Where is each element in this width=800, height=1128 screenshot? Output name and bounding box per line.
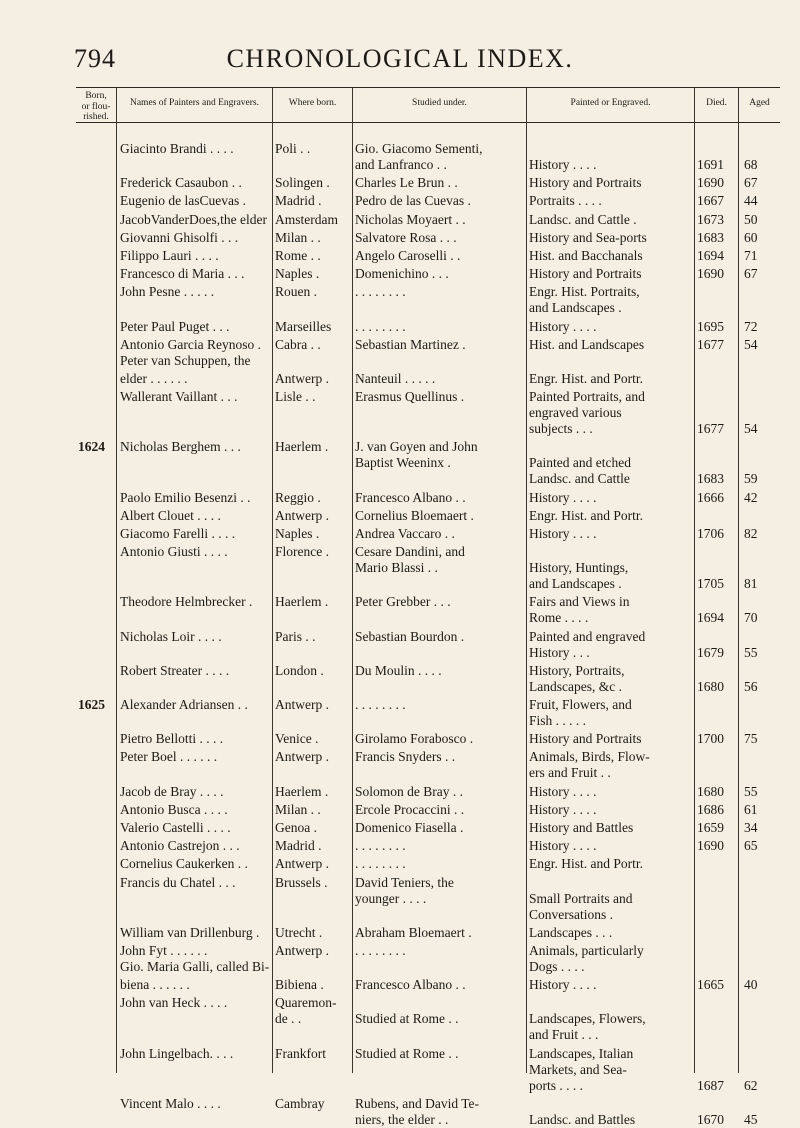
birthplace: Antwerp . bbox=[275, 371, 329, 386]
master: Domenico Fiasella . bbox=[355, 820, 464, 835]
column-divider bbox=[352, 88, 353, 1073]
age: 42 bbox=[744, 489, 758, 505]
died-year: 1683 bbox=[697, 229, 724, 245]
master: Domenichino . . . bbox=[355, 266, 449, 282]
died-year: 1680 bbox=[697, 678, 724, 694]
birthplace: Solingen . bbox=[275, 175, 330, 191]
page-number: 794 bbox=[74, 44, 116, 73]
master: Angelo Caroselli . . bbox=[355, 248, 461, 263]
birthplace: Frankfort bbox=[275, 1045, 326, 1061]
died-year: 1694 bbox=[697, 610, 724, 626]
column-divider bbox=[272, 88, 273, 1073]
master: Nanteuil . . . . . bbox=[355, 371, 436, 386]
master: Solomon de Bray . . bbox=[355, 783, 463, 799]
birthplace: Antwerp . bbox=[275, 943, 329, 958]
subjects: History . . . . bbox=[529, 801, 597, 817]
birthplace: Madrid . bbox=[275, 193, 322, 209]
column-divider bbox=[738, 88, 739, 1073]
age: 55 bbox=[744, 644, 758, 660]
subjects: History and Portraits bbox=[529, 266, 642, 282]
birthplace: Milan . . bbox=[275, 229, 321, 245]
age: 67 bbox=[744, 175, 758, 191]
subjects: Landscapes, Flowers, and Fruit . . . bbox=[529, 1011, 646, 1043]
age: 55 bbox=[744, 783, 758, 799]
birthplace: Utrecht . bbox=[275, 924, 323, 940]
died-year: 1680 bbox=[697, 783, 724, 799]
died-year: 1677 bbox=[697, 336, 724, 352]
died-year: 1706 bbox=[697, 526, 724, 541]
master: Cesare Dandini, and Mario Blassi . . bbox=[355, 544, 465, 576]
subjects: History, Portraits, Landscapes, &c . bbox=[529, 662, 625, 694]
master: . . . . . . . . bbox=[355, 838, 406, 854]
painter-name: Paolo Emilio Besenzi . . bbox=[120, 489, 251, 505]
painter-name: Albert Clouet . . . . bbox=[120, 507, 221, 523]
painter-name: Alexander Adriansen . . bbox=[120, 697, 248, 712]
died-year: 1690 bbox=[697, 175, 724, 191]
birthplace: Brussels . bbox=[275, 874, 328, 890]
painter-name: Nicholas Berghem . . . bbox=[120, 439, 241, 455]
painter-name: Eugenio de lasCuevas . bbox=[120, 193, 246, 209]
painter-name: Peter Boel . . . . . . bbox=[120, 749, 218, 765]
subjects: History . . . . bbox=[529, 526, 597, 541]
subjects: History and Sea-ports bbox=[529, 229, 647, 245]
died-year: 1666 bbox=[697, 489, 724, 505]
top-rule bbox=[76, 87, 780, 88]
birthplace: Antwerp . bbox=[275, 856, 329, 872]
age: 67 bbox=[744, 266, 758, 282]
birthplace: Venice . bbox=[275, 731, 319, 747]
age: 82 bbox=[744, 526, 758, 541]
subjects: Painted Portraits, and engraved various subjects . . . bbox=[529, 389, 645, 437]
died-year: 1683 bbox=[697, 471, 724, 487]
subjects: History . . . . bbox=[529, 783, 597, 799]
subjects: Painted and etched Landsc. and Cattle bbox=[529, 455, 631, 487]
master: . . . . . . . . bbox=[355, 943, 406, 958]
died-year: 1679 bbox=[697, 644, 724, 660]
subjects: History . . . . bbox=[529, 838, 597, 854]
painter-name: Giacinto Brandi . . . . bbox=[120, 141, 234, 156]
master: . . . . . . . . bbox=[355, 697, 406, 712]
died-year: 1691 bbox=[697, 157, 724, 172]
subjects: History . . . . bbox=[529, 318, 597, 334]
birthplace: Paris . . bbox=[275, 628, 316, 644]
painter-name: Nicholas Loir . . . . bbox=[120, 628, 222, 644]
subjects: Landscapes . . . bbox=[529, 924, 613, 940]
subjects: History and Battles bbox=[529, 820, 634, 835]
subjects: Animals, Birds, Flow- ers and Fruit . . bbox=[529, 749, 650, 781]
subjects: History . . . . bbox=[529, 489, 597, 505]
died-year: 1659 bbox=[697, 820, 724, 835]
subjects: History and Portraits bbox=[529, 175, 642, 191]
painter-name: John Fyt . . . . . . Gio. Maria Galli, called Bi- bbox=[120, 943, 270, 974]
birthplace: Bibiena . bbox=[275, 977, 324, 993]
painter-name: elder . . . . . . bbox=[120, 371, 188, 386]
birthplace: Marseilles bbox=[275, 318, 332, 334]
died-year: 1670 bbox=[697, 1111, 724, 1127]
master: Andrea Vaccaro . . bbox=[355, 526, 455, 541]
age: 50 bbox=[744, 211, 758, 227]
age: 75 bbox=[744, 731, 758, 747]
header-rule bbox=[76, 122, 780, 123]
col-head-aged: Aged bbox=[749, 98, 770, 108]
age: 65 bbox=[744, 838, 758, 854]
birthplace: Haerlem . bbox=[275, 594, 329, 610]
master: Rubens, and David Te- niers, the elder . . bbox=[355, 1095, 480, 1127]
subjects: Landsc. and Battles bbox=[529, 1111, 636, 1127]
died-year: 1687 bbox=[697, 1077, 724, 1093]
year-cell: 1625 bbox=[78, 697, 105, 712]
painter-name: biena . . . . . . bbox=[120, 977, 190, 993]
painter-name: Francis du Chatel . . . bbox=[120, 874, 236, 890]
birthplace: Naples . bbox=[275, 266, 320, 282]
birthplace: Rouen . bbox=[275, 284, 317, 300]
master: Francesco Albano . . bbox=[355, 977, 466, 993]
year-cell: 1624 bbox=[78, 439, 105, 455]
master: Sebastian Martinez . bbox=[355, 336, 466, 352]
painter-name: Valerio Castelli . . . . bbox=[120, 820, 231, 835]
age: 40 bbox=[744, 977, 758, 993]
master: . . . . . . . . bbox=[355, 318, 406, 334]
master: Gio. Giacomo Sementi, and Lanfranco . . bbox=[355, 141, 483, 172]
master: Sebastian Bourdon . bbox=[355, 628, 465, 644]
birthplace: Antwerp . bbox=[275, 749, 329, 765]
age: 59 bbox=[744, 471, 758, 487]
col-head-where-born: Where born. bbox=[288, 98, 337, 108]
painter-name: Antonio Castrejon . . . bbox=[120, 838, 240, 854]
master: Erasmus Quellinus . bbox=[355, 389, 465, 405]
died-year: 1677 bbox=[697, 421, 724, 437]
painter-name: Filippo Lauri . . . . bbox=[120, 248, 219, 263]
painter-name: Antonio Garcia Reynoso . Peter van Schuppen, the bbox=[120, 336, 261, 368]
birthplace: Antwerp . bbox=[275, 697, 329, 712]
subjects: History . . . . bbox=[529, 977, 597, 993]
column-divider bbox=[694, 88, 695, 1073]
painter-name: John Pesne . . . . . bbox=[120, 284, 215, 300]
died-year: 1667 bbox=[697, 193, 724, 209]
subjects: Engr. Hist. and Portr. bbox=[529, 507, 643, 523]
birthplace: Cabra . . bbox=[275, 336, 321, 352]
age: 70 bbox=[744, 610, 758, 626]
subjects: Painted and engraved History . . . bbox=[529, 628, 646, 660]
birthplace: Haerlem . bbox=[275, 783, 329, 799]
age: 54 bbox=[744, 421, 758, 437]
master: . . . . . . . . bbox=[355, 284, 406, 300]
subjects: Engr. Hist. Portraits, and Landscapes . bbox=[529, 284, 640, 316]
birthplace: Quaremon- de . . bbox=[275, 995, 337, 1027]
subjects: Fruit, Flowers, and Fish . . . . . bbox=[529, 697, 632, 728]
subjects: History . . . . bbox=[529, 157, 597, 172]
master: J. van Goyen and John Baptist Weeninx . bbox=[355, 439, 478, 471]
master: Pedro de las Cuevas . bbox=[355, 193, 471, 209]
master: Du Moulin . . . . bbox=[355, 662, 442, 678]
painter-name: Antonio Giusti . . . . bbox=[120, 544, 228, 560]
master: . . . . . . . . bbox=[355, 856, 406, 872]
subjects: Fairs and Views in Rome . . . . bbox=[529, 594, 630, 626]
painter-name: Giacomo Farelli . . . . bbox=[120, 526, 236, 541]
died-year: 1695 bbox=[697, 318, 724, 334]
col-head-died: Died. bbox=[706, 98, 727, 108]
age: 34 bbox=[744, 820, 758, 835]
col-head-painted: Painted or Engraved. bbox=[570, 98, 651, 108]
subjects: Hist. and Landscapes bbox=[529, 336, 645, 352]
master: Francesco Albano . . bbox=[355, 489, 466, 505]
master: Ercole Procaccini . . bbox=[355, 801, 465, 817]
birthplace: Lisle . . bbox=[275, 389, 316, 405]
master: Girolamo Forabosco . bbox=[355, 731, 474, 747]
painter-name: Vincent Malo . . . . bbox=[120, 1095, 221, 1111]
painter-name: Frederick Casaubon . . bbox=[120, 175, 242, 191]
subjects: Engr. Hist. and Portr. bbox=[529, 371, 643, 386]
painter-name: Peter Paul Puget . . . bbox=[120, 318, 230, 334]
master: David Teniers, the younger . . . . bbox=[355, 874, 454, 906]
painter-name: Theodore Helmbrecker . bbox=[120, 594, 253, 610]
age: 81 bbox=[744, 576, 758, 592]
master: Francis Snyders . . bbox=[355, 749, 456, 765]
subjects: Hist. and Bacchanals bbox=[529, 248, 643, 263]
painter-name: John Lingelbach. . . . bbox=[120, 1045, 234, 1061]
age: 54 bbox=[744, 336, 758, 352]
master: Cornelius Bloemaert . bbox=[355, 507, 474, 523]
birthplace: Naples . bbox=[275, 526, 320, 541]
col-head-studied-under: Studied under. bbox=[412, 98, 467, 108]
painter-name: Giovanni Ghisolfi . . . bbox=[120, 229, 239, 245]
birthplace: Reggio . bbox=[275, 489, 321, 505]
subjects: Landscapes, Italian Markets, and Sea- ports . . . . bbox=[529, 1045, 634, 1093]
birthplace: Florence . bbox=[275, 544, 329, 560]
master: Studied at Rome . . bbox=[355, 1011, 459, 1027]
master: Charles Le Brun . . bbox=[355, 175, 458, 191]
died-year: 1665 bbox=[697, 977, 724, 993]
birthplace: Amsterdam bbox=[275, 211, 338, 227]
column-divider bbox=[526, 88, 527, 1073]
birthplace: Rome . . bbox=[275, 248, 321, 263]
age: 44 bbox=[744, 193, 758, 209]
birthplace: Antwerp . bbox=[275, 507, 329, 523]
died-year: 1686 bbox=[697, 801, 724, 817]
birthplace: Poli . . bbox=[275, 141, 311, 156]
birthplace: Haerlem . bbox=[275, 439, 329, 455]
master: Studied at Rome . . bbox=[355, 1045, 459, 1061]
master: Salvatore Rosa . . . bbox=[355, 229, 457, 245]
painter-name: Robert Streater . . . . bbox=[120, 662, 230, 678]
subjects: Small Portraits and Conversations . bbox=[529, 890, 633, 922]
painter-name: Jacob de Bray . . . . bbox=[120, 783, 224, 799]
died-year: 1694 bbox=[697, 248, 724, 263]
master: Peter Grebber . . . bbox=[355, 594, 451, 610]
birthplace: Genoa . bbox=[275, 820, 317, 835]
died-year: 1700 bbox=[697, 731, 724, 747]
age: 45 bbox=[744, 1111, 758, 1127]
birthplace: Madrid . bbox=[275, 838, 322, 854]
running-title: CHRONOLOGICAL INDEX. bbox=[226, 44, 574, 73]
painter-name: Francesco di Maria . . . bbox=[120, 266, 245, 282]
subjects: Landsc. and Cattle . bbox=[529, 211, 637, 227]
column-divider bbox=[116, 88, 117, 1073]
died-year: 1690 bbox=[697, 266, 724, 282]
painter-name: Wallerant Vaillant . . . bbox=[120, 389, 238, 405]
age: 71 bbox=[744, 248, 758, 263]
birthplace: Milan . . bbox=[275, 801, 321, 817]
age: 60 bbox=[744, 229, 758, 245]
painter-name: Cornelius Caukerken . . bbox=[120, 856, 248, 872]
age: 72 bbox=[744, 318, 758, 334]
died-year: 1673 bbox=[697, 211, 724, 227]
subjects: History and Portraits bbox=[529, 731, 642, 747]
subjects: Portraits . . . . bbox=[529, 193, 602, 209]
died-year: 1705 bbox=[697, 576, 724, 592]
subjects: History, Huntings, and Landscapes . bbox=[529, 560, 629, 592]
age: 61 bbox=[744, 801, 758, 817]
subjects: Animals, particularly Dogs . . . . bbox=[529, 943, 644, 974]
painter-name: Pietro Bellotti . . . . bbox=[120, 731, 224, 747]
birthplace: London . bbox=[275, 662, 324, 678]
painter-name: Antonio Busca . . . . bbox=[120, 801, 228, 817]
painter-name: JacobVanderDoes,the elder bbox=[120, 211, 267, 227]
painter-name: William van Drillenburg . bbox=[120, 924, 260, 940]
age: 68 bbox=[744, 157, 758, 172]
col-head-names: Names of Painters and Engravers. bbox=[129, 98, 259, 108]
died-year: 1690 bbox=[697, 838, 724, 854]
age: 56 bbox=[744, 678, 758, 694]
painter-name: John van Heck . . . . bbox=[120, 995, 228, 1011]
col-head-born: Born, or flou- rished. bbox=[81, 91, 111, 122]
age: 62 bbox=[744, 1077, 758, 1093]
master: Abraham Bloemaert . bbox=[355, 924, 472, 940]
subjects: Engr. Hist. and Portr. bbox=[529, 856, 643, 872]
birthplace: Cambray bbox=[275, 1095, 325, 1111]
master: Nicholas Moyaert . . bbox=[355, 211, 466, 227]
